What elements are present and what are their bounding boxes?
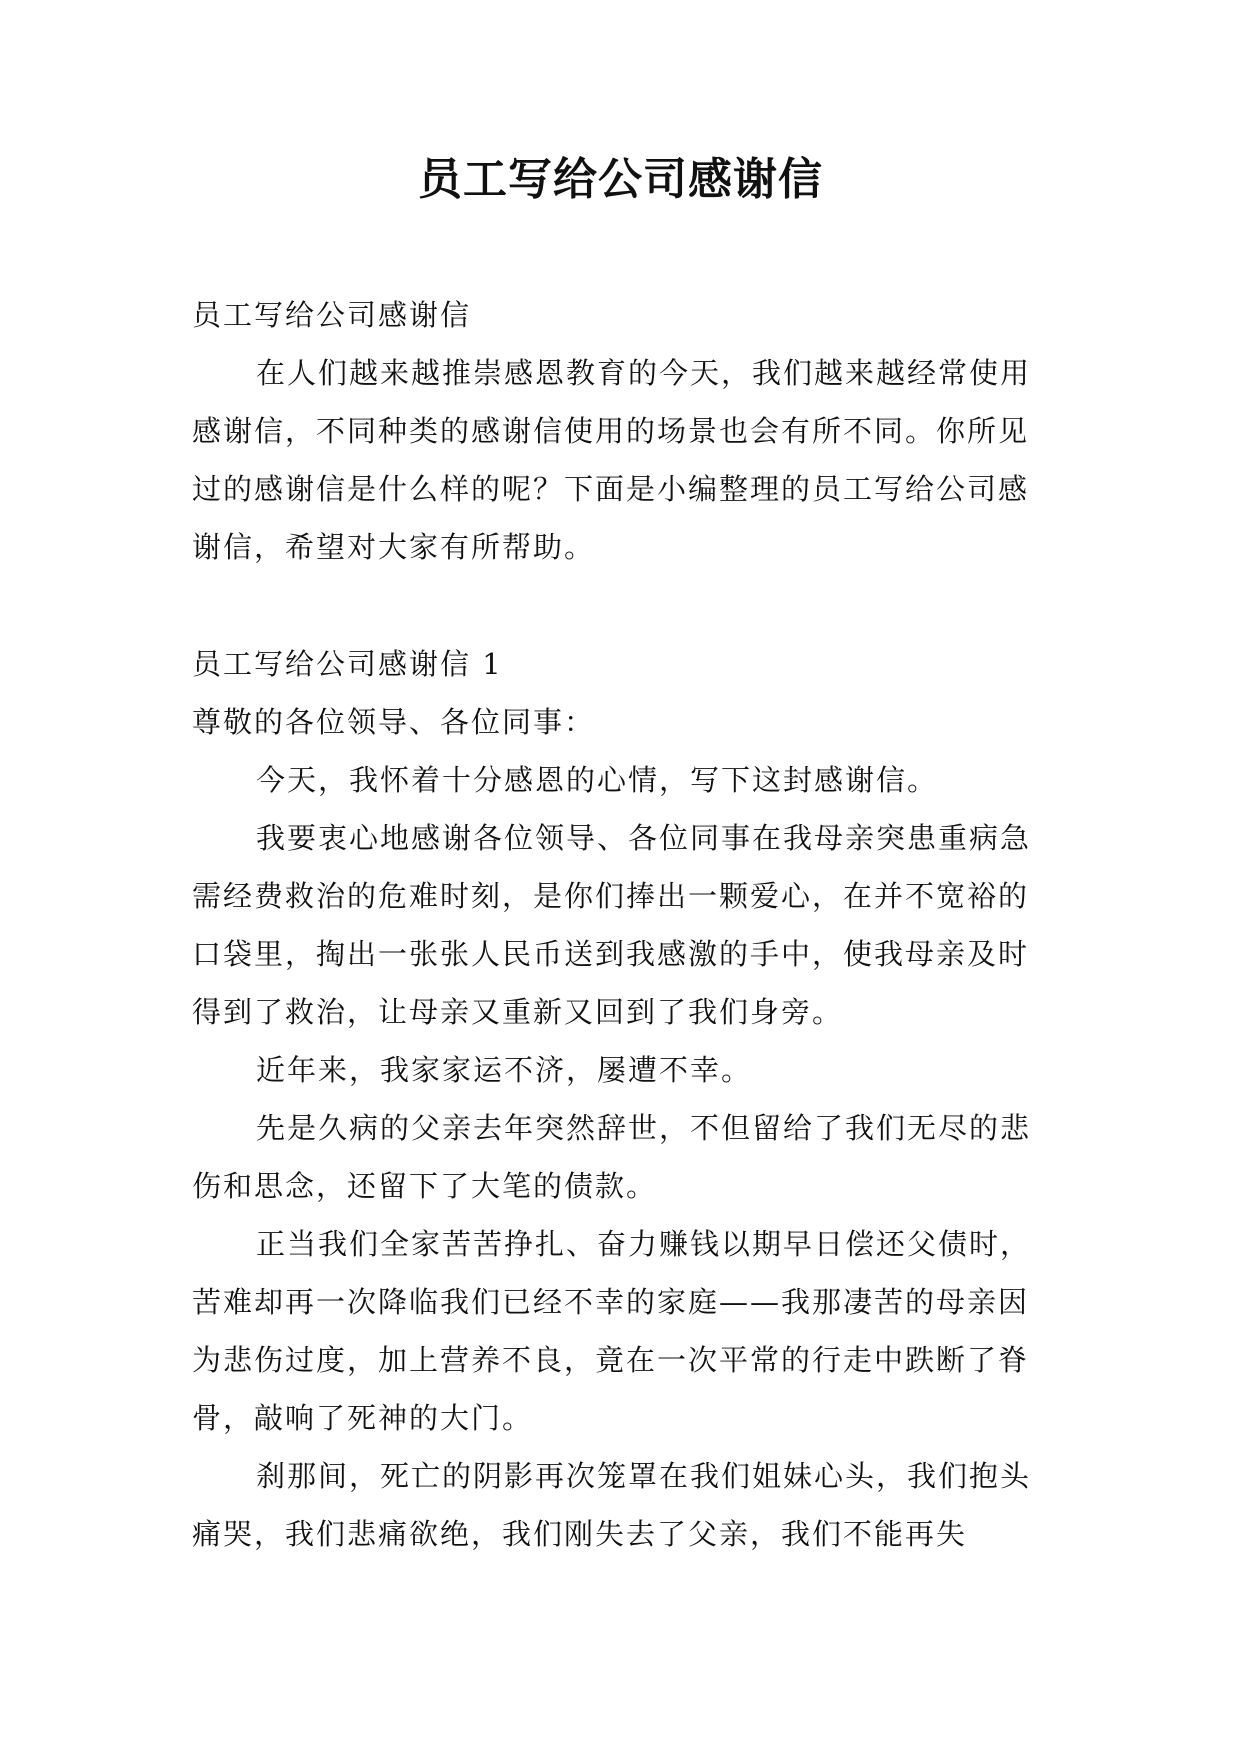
letter-1-section (192, 635, 1052, 1563)
letter-salutation: 尊敬的各位领导、各位同事： (192, 705, 596, 739)
letter-paragraph: 近年来，我家家运不济，屡遭不幸。 (256, 1053, 753, 1087)
letter-paragraph: 刹那间，死亡的阴影再次笼罩在我们姐妹心头，我们抱头痛哭，我们悲痛欲绝，我们刚失去了父亲，我们不能再失 (192, 1459, 1032, 1551)
document-title: 员工写给公司感谢信 (418, 154, 823, 205)
intro-heading: 员工写给公司感谢信 (192, 298, 472, 332)
letter-paragraph: 今天，我怀着十分感恩的心情，写下这封感谢信。 (256, 763, 939, 797)
letter-paragraph: 我要衷心地感谢各位领导、各位同事在我母亲突患重病急需经费救治的危难时刻，是你们捧出一颗爱心，在并不宽裕的口袋里，掏出一张张人民币送到我感激的手中，使我母亲及时得到了救治，让母亲又重新又回到了我们身旁。 (192, 821, 1032, 1029)
intro-section (192, 286, 1052, 576)
letter-paragraph: 先是久病的父亲去年突然辞世，不但留给了我们无尽的悲伤和思念，还留下了大笔的债款。 (192, 1111, 1032, 1203)
letter-paragraph: 正当我们全家苦苦挣扎、奋力赚钱以期早日偿还父债时，苦难却再一次降临我们已经不幸的家庭——我那凄苦的母亲因为悲伤过度，加上营养不良，竟在一次平常的行走中跌断了脊骨，敲响了死神的大门。 (192, 1227, 1032, 1435)
letter-1-heading: 员工写给公司感谢信 1 (192, 647, 503, 681)
intro-paragraph: 在人们越来越推崇感恩教育的今天，我们越来越经常使用感谢信，不同种类的感谢信使用的场景也会有所不同。你所见过的感谢信是什么样的呢？下面是小编整理的员工写给公司感谢信，希望对大家有所帮助。 (192, 356, 1032, 564)
